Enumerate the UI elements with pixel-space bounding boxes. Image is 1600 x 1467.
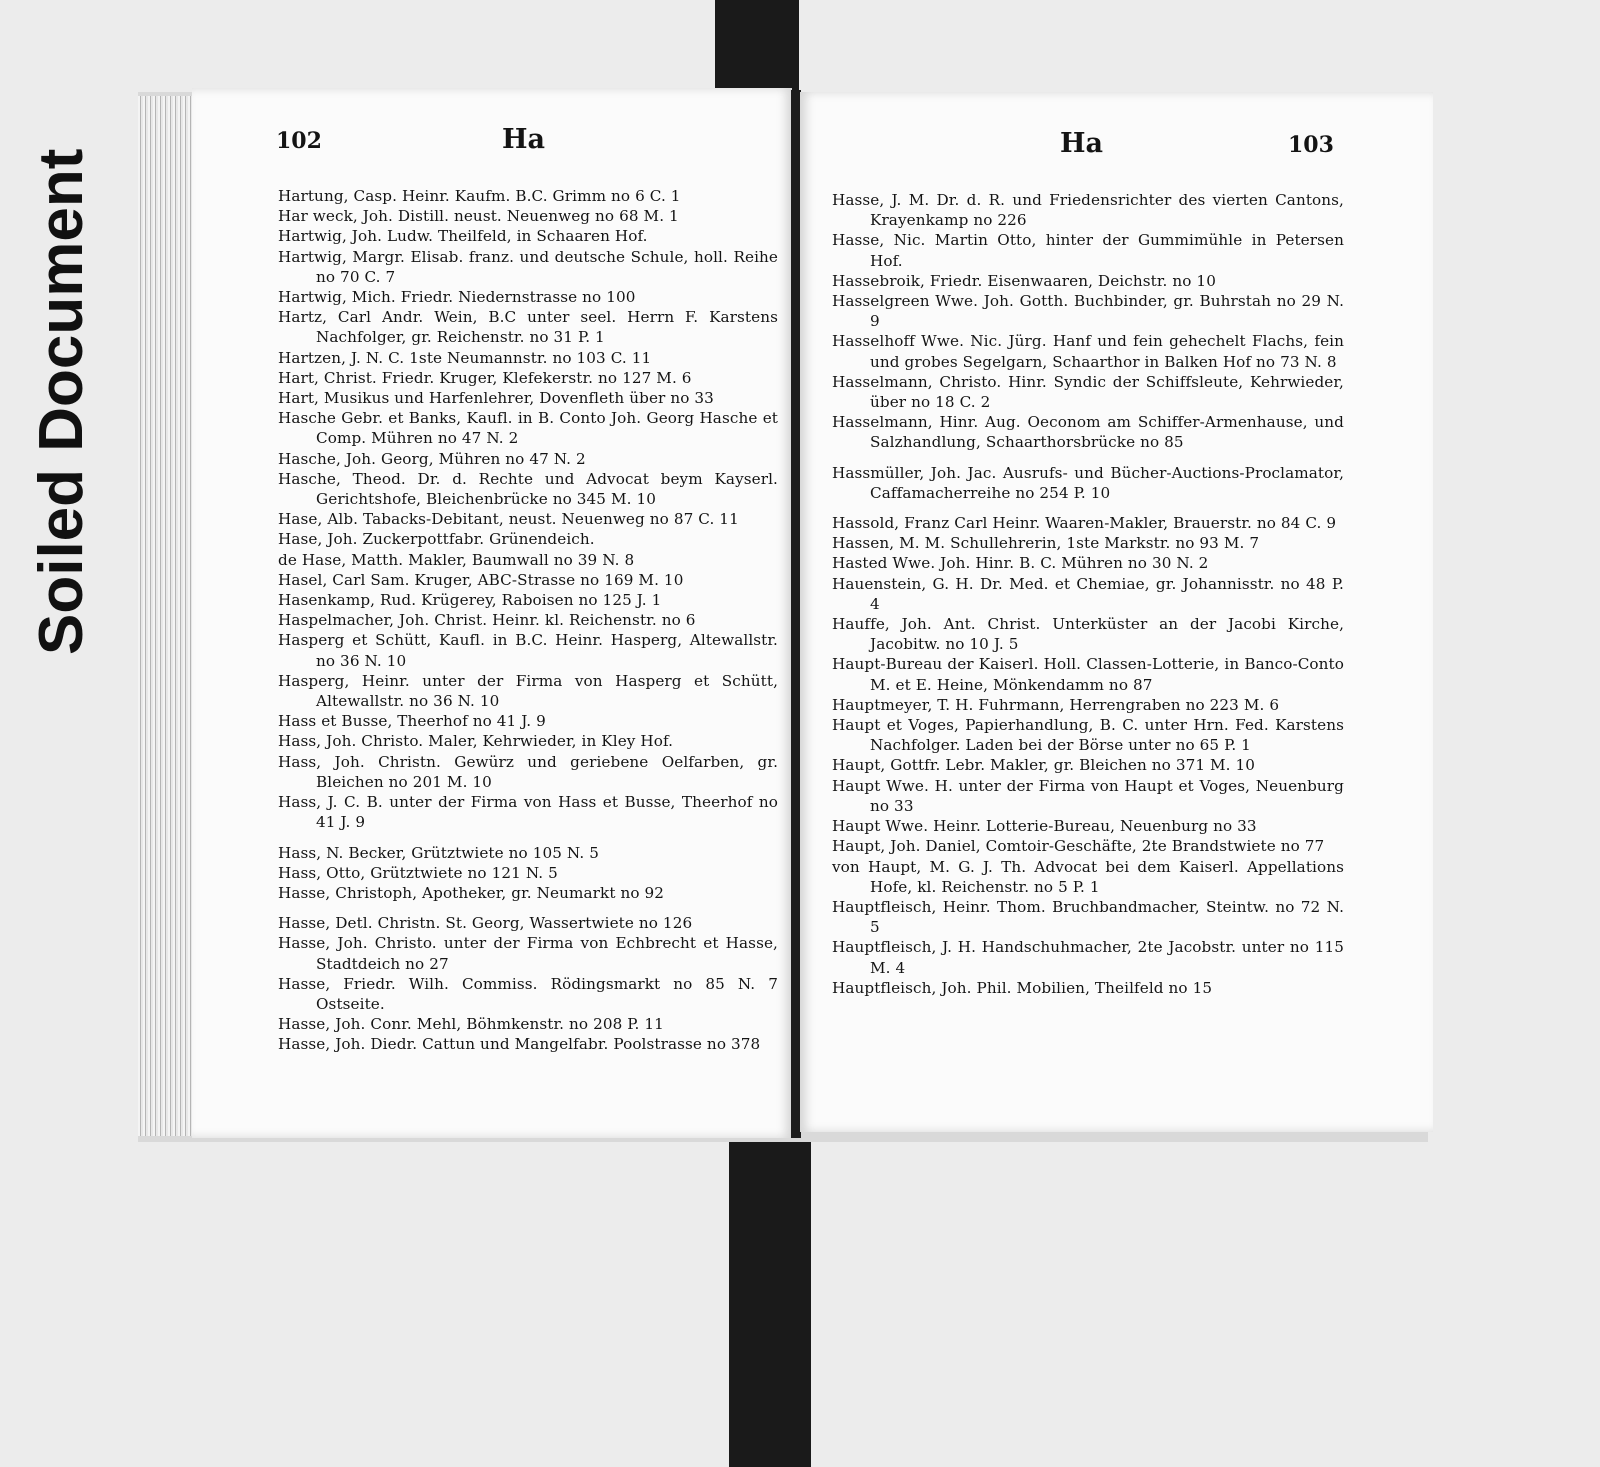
directory-entry: Hart, Musikus und Harfenlehrer, Dovenfleth über no 33 (278, 389, 714, 408)
left-page-header (192, 124, 792, 164)
directory-entry: Hauptfleisch, Heinr. Thom. Bruchbandmacher, Steintw. no 72 N. 5 (832, 897, 1344, 937)
directory-entry: Hasselgreen Wwe. Joh. Gotth. Buchbinder, gr. Buhrstah no 29 N. 9 (832, 292, 1344, 331)
directory-entry: Hasse, Joh. Diedr. Cattun und Mangelfabr. Poolstrasse no 378 (278, 1035, 761, 1054)
directory-entry: Hauptfleisch, Joh. Phil. Mobilien, Theilfeld no 15 (832, 978, 1213, 997)
directory-entry: Hasperg et Schütt, Kaufl. in B.C. Heinr. Hasperg, Altewallstr. no 36 N. 10 (278, 631, 778, 670)
left-page-number: 102 (276, 128, 322, 154)
right-running-head: Ha (1060, 128, 1104, 159)
directory-entry: Hasselmann, Hinr. Aug. Oeconom am Schiffer-Armenhause, und Salzhandlung, Schaarthorsbrücke no 85 (832, 413, 1344, 452)
stamp-graphic (20, 140, 100, 660)
directory-entry: Hasse, Friedr. Wilh. Commiss. Rödingsmarkt no 85 N. 7 Ostseite. (278, 974, 778, 1013)
directory-entry: Hasse, Joh. Christo. unter der Firma von Echbrecht et Hasse, Stadtdeich no 27 (278, 934, 778, 973)
directory-entry: Hauptmeyer, T. H. Fuhrmann, Herrengraben no 223 M. 6 (832, 695, 1280, 714)
directory-entry: Hasperg, Heinr. unter der Firma von Hasperg et Schütt, Altewallstr. no 36 N. 10 (278, 671, 778, 711)
binding-tape-bottom (729, 1138, 811, 1467)
directory-entry: Har weck, Joh. Distill. neust. Neuenweg no 68 M. 1 (278, 207, 679, 226)
directory-entry: Hartz, Carl Andr. Wein, B.C unter seel. Herrn F. Karstens Nachfolger, gr. Reichenstr. no 31 P. 1 (278, 308, 778, 347)
directory-entry: Haspelmacher, Joh. Christ. Heinr. kl. Reichenstr. no 6 (278, 611, 696, 630)
directory-entry: Hassebroik, Friedr. Eisenwaaren, Deichstr. no 10 (832, 271, 1216, 290)
directory-entry: Hassold, Franz Carl Heinr. Waaren-Makler, Brauerstr. no 84 C. 9 (832, 514, 1337, 533)
directory-entry: Hauptfleisch, J. H. Handschuhmacher, 2te Jacobstr. unter no 115 M. 4 (832, 938, 1344, 977)
soiled-document-stamp (20, 140, 100, 660)
page-edges (138, 96, 198, 1136)
directory-entry: Hass, J. C. B. unter der Firma von Hass et Busse, Theerhof no 41 J. 9 (278, 793, 778, 832)
stamp-label: Soiled Document (27, 148, 96, 655)
binding-tape-top (715, 0, 799, 95)
right-page (800, 92, 1433, 1132)
directory-entry: Hasse, Detl. Christn. St. Georg, Wassertwiete no 126 (278, 914, 693, 933)
directory-entry: Hass, Joh. Christo. Maler, Kehrwieder, in Kley Hof. (278, 732, 674, 751)
directory-entry: Haupt Wwe. H. unter der Firma von Haupt et Voges, Neuenburg no 33 (832, 776, 1344, 815)
directory-entry: Hasse, Christoph, Apotheker, gr. Neumarkt no 92 (278, 883, 665, 902)
directory-entry: Hasted Wwe. Joh. Hinr. B. C. Mühren no 30 N. 2 (832, 554, 1209, 573)
directory-entry: Hasse, Joh. Conr. Mehl, Böhmkenstr. no 208 P. 11 (278, 1015, 664, 1034)
directory-entry: Haupt et Voges, Papierhandlung, B. C. unter Hrn. Fed. Karstens Nachfolger. Laden bei der Börse unter no 65 P. 1 (832, 716, 1344, 755)
left-page (192, 88, 792, 1138)
directory-entry: Haupt-Bureau der Kaiserl. Holl. Classen-Lotterie, in Banco-Conto M. et E. Heine, Mönkendamm no 87 (832, 655, 1344, 694)
directory-entry: Hassen, M. M. Schullehrerin, 1ste Markstr. no 93 M. 7 (832, 534, 1260, 553)
right-page-header (800, 128, 1433, 168)
directory-entry: Hauffe, Joh. Ant. Christ. Unterküster an der Jacobi Kirche, Jacobitw. no 10 J. 5 (832, 615, 1344, 654)
directory-entry: Haupt, Joh. Daniel, Comtoir-Geschäfte, 2te Brandstwiete no 77 (832, 837, 1325, 856)
right-page-number: 103 (1288, 132, 1334, 158)
directory-entry: Hasselhoff Wwe. Nic. Jürg. Hanf und fein gehechelt Flachs, fein und grobes Segelgarn, Schaarthor in Balken Hof no 73 N. 8 (832, 332, 1344, 371)
directory-entry: Hass, Otto, Grütztwiete no 121 N. 5 (278, 863, 558, 882)
right-directory-entries (832, 190, 1344, 998)
directory-entry: Hartwig, Joh. Ludw. Theilfeld, in Schaaren Hof. (278, 227, 648, 246)
directory-entry: Haupt Wwe. Heinr. Lotterie-Bureau, Neuenburg no 33 (832, 817, 1257, 836)
directory-entry: de Hase, Matth. Makler, Baumwall no 39 N. 8 (278, 550, 635, 569)
left-running-head: Ha (502, 124, 546, 155)
directory-entry: Hase, Joh. Zuckerpottfabr. Grünendeich. (278, 530, 595, 549)
directory-entry: Hartwig, Margr. Elisab. franz. und deutsche Schule, holl. Reihe no 70 C. 7 (278, 247, 778, 286)
directory-entry: Hase, Alb. Tabacks-Debitant, neust. Neuenweg no 87 C. 11 (278, 510, 739, 529)
left-directory-entries (278, 186, 778, 1055)
directory-entry: Hassmüller, Joh. Jac. Ausrufs- und Bücher-Auctions-Proclamator, Caffamacherreihe no 254 P. 10 (832, 463, 1344, 502)
directory-entry: Hartung, Casp. Heinr. Kaufm. B.C. Grimm no 6 C. 1 (278, 187, 681, 205)
directory-entry: Hasse, Nic. Martin Otto, hinter der Gummimühle in Petersen Hof. (832, 231, 1344, 270)
directory-entry: Hass et Busse, Theerhof no 41 J. 9 (278, 712, 546, 731)
directory-entry: Hartwig, Mich. Friedr. Niedernstrasse no 100 (278, 288, 636, 307)
directory-entry: Haupt, Gottfr. Lebr. Makler, gr. Bleichen no 371 M. 10 (832, 756, 1256, 775)
directory-entry: von Haupt, M. G. J. Th. Advocat bei dem Kaiserl. Appellations Hofe, kl. Reichenstr. no 5 P. 1 (832, 857, 1344, 896)
directory-entry: Hasche, Joh. Georg, Mühren no 47 N. 2 (278, 449, 586, 468)
directory-entry: Hasse, J. M. Dr. d. R. und Friedensrichter des vierten Cantons, Krayenkamp no 226 (832, 191, 1344, 230)
directory-entry: Hasenkamp, Rud. Krügerey, Raboisen no 125 J. 1 (278, 591, 662, 610)
directory-entry: Hass, N. Becker, Grütztwiete no 105 N. 5 (278, 843, 599, 862)
directory-entry: Hasche Gebr. et Banks, Kaufl. in B. Conto Joh. Georg Hasche et Comp. Mühren no 47 N. 2 (278, 409, 778, 448)
directory-entry: Hasche, Theod. Dr. d. Rechte und Advocat beym Kayserl. Gerichtshofe, Bleichenbrücke no 345 M. 10 (278, 469, 778, 509)
directory-entry: Hart, Christ. Friedr. Kruger, Klefekerstr. no 127 M. 6 (278, 368, 692, 387)
directory-entry: Hauenstein, G. H. Dr. Med. et Chemiae, gr. Johannisstr. no 48 P. 4 (832, 574, 1344, 613)
directory-entry: Hartzen, J. N. C. 1ste Neumannstr. no 103 C. 11 (278, 348, 652, 367)
directory-entry: Hasselmann, Christo. Hinr. Syndic der Schiffsleute, Kehrwieder, über no 18 C. 2 (832, 372, 1344, 412)
directory-entry: Hass, Joh. Christn. Gewürz und geriebene Oelfarben, gr. Bleichen no 201 M. 10 (278, 752, 778, 791)
directory-entry: Hasel, Carl Sam. Kruger, ABC-Strasse no 169 M. 10 (278, 570, 684, 589)
